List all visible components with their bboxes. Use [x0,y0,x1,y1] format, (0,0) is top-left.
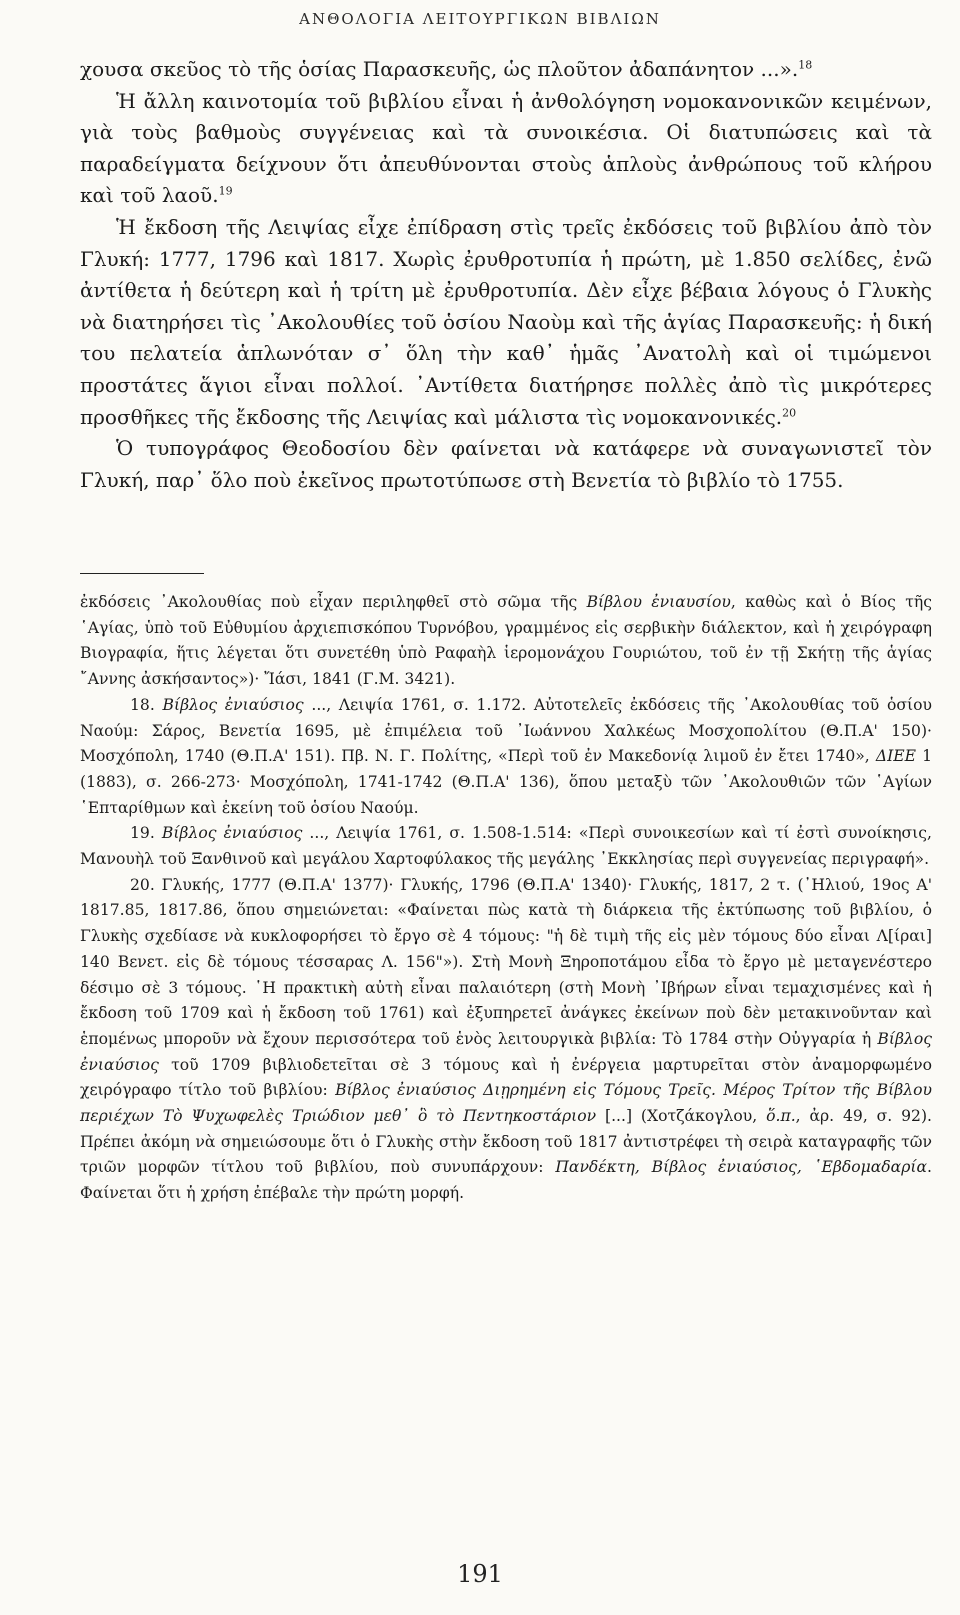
fn-cont-italic: Βίβλου ἐνιαυσίου [586,593,731,611]
footnote-18 [80,693,932,822]
fn18-text-b: 1 (1883), σ. 266-273· Μοσχόπολη, 1741-1742 (Θ.Π.Α' 136), ὅπου μεταξὺ τῶν ᾿Ακολουθιῶν τῶν ῾Αγίων ῾Επταρίθμων καὶ ἐκείνη τοῦ ὁσίου Ναούμ. [80,747,932,817]
note-ref-19: 19 [218,184,233,198]
fn18-number: 18. [130,695,155,714]
page-number: 191 [457,1560,503,1588]
fn-cont-text-b: , καθὼς καὶ ὁ Βίος τῆς ῾Αγίας, ὑπὸ τοῦ Εὐθυμίου ἀρχιεπισκόπου Τυρνόβου, γραμμένος εἰς σερβικὴν διάλεκτον, καὶ ἡ χειρόγραφη Βιογραφία, ἥτις λέγεται ὅτι συνετέθη ὑπὸ Ραφαὴλ ἱερομονάχου Γουριώτου, τοῦ ἐν τῇ Σκήτῃ τῆς ἁγίας ῎Αννης ἀσκήσαντος»)· Ἴάσι, 1841 (Γ.Μ. 3421). [80,593,932,689]
footnote-continuation [80,590,932,693]
fn20-text-c: [...] (Χοτζάκογλου, [596,1107,767,1126]
paragraph-1 [80,54,932,86]
main-text [80,54,932,496]
paragraph-3-text: Ἡ ἔκδοση τῆς Λειψίας εἶχε ἐπίδραση στὶς τρεῖς ἐκδόσεις τοῦ βιβλίου ἀπὸ τὸν Γλυκή: 1777, 1796 καὶ 1817. Χωρὶς ἐρυθροτυπία ἡ πρώτη, μὲ 1.850 σελίδες, ἐνῶ ἀντίθετα ἡ δεύτερη καὶ ἡ τρίτη μὲ ἐρυθροτυπία. Δὲν εἶχε βέβαια λόγους ὁ Γλυκὴς νὰ διατηρήσει τὶς ᾿Ακολουθίες τοῦ ὁσίου Ναοὺμ καὶ τῆς ἁγίας Παρασκευῆς: ἡ δική του πελατεία ἁπλωνόταν σ᾿ ὅλη τὴν καθ᾿ ἡμᾶς ᾿Ανατολὴ καὶ οἱ τιμώμενοι προστάτες ἅγιοι εἶναι πολλοί. ᾿Αντίθετα διατήρησε πολλὲς ἀπὸ τὶς μικρότερες προσθῆκες τῆς ἔκδοσης τῆς Λειψίας καὶ μάλιστα τὶς νομοκανονικές. [80,214,932,429]
fn20-text-b: τοῦ 1709 βιβλιοδετεῖται σὲ 3 τόμους καὶ ἡ ἐνέργεια μαρτυρεῖται στὸν ἀναμορφωμένο χειρόγραφο τίτλο τοῦ βιβλίου: [80,1055,932,1100]
fn19-italic: Βίβλος ἐνιαύσιος [161,824,303,843]
fn20-italic-3: ὅ.π. [766,1107,796,1126]
fn19-number: 19. [130,824,155,843]
paragraph-3 [80,212,932,433]
fn18-italic-1: Βίβλος ἐνιαύσιος [162,695,304,714]
paragraph-4 [80,433,932,496]
running-head: ΑΝΘΟΛΟΓΙΑ ΛΕΙΤΟΥΡΓΙΚΩΝ ΒΙΒΛΙΩΝ [299,10,661,28]
footnote-separator [80,573,204,574]
fn-cont-text-a: ἐκδόσεις ᾿Ακολουθίας ποὺ εἶχαν περιληφθεῖ στὸ σῶμα τῆς [80,593,587,611]
fn20-text-d: , ἀρ. 49, σ. 92). Πρέπει ἀκόμη νὰ σημειώσουμε ὅτι ὁ Γλυκὴς στὴν ἔκδοση τοῦ 1817 ἀντιστρέφει τὴ σειρὰ καταγραφῆς τῶν τριῶν μορφῶν τίτλου τοῦ βιβλίου, ποὺ συνυπάρχουν: [80,1107,932,1177]
fn20-italic-4: Πανδέκτη, Βίβλος ἐνιαύσιος, ῾Εβδομαδαρία [555,1158,928,1177]
fn18-text-a: ..., Λειψία 1761, σ. 1.172. Αὐτοτελεῖς ἐκδόσεις τῆς ᾿Ακολουθίας τοῦ ὁσίου Ναούμ: Σάρος, Βενετία 1695, μὲ ἐπιμέλεια τοῦ ᾿Ιωάννου Χαλκέως Μοσχοπολίτου (Θ.Π.Α' 150)· Μοσχόπολη, 1740 (Θ.Π.Α' 151). Πβ. Ν. Γ. Πολίτης, «Περὶ τοῦ ἐν Μακεδονίᾳ λιμοῦ ἐν ἔτει 1740», [80,695,932,766]
paragraph-1-text: χουσα σκεῦος τὸ τῆς ὁσίας Παρασκευῆς, ὡς πλοῦτον ἀδαπάνητον ...». [80,57,799,81]
footnote-19 [80,821,932,872]
fn20-number: 20. [130,875,155,894]
note-ref-20: 20 [782,405,797,419]
footnotes [80,590,932,1207]
fn20-italic-2: Βίβλος ἐνιαύσιος Διῃρημένη εἰς Τόμους Τρεῖς. Μέρος Τρίτον τῆς Βίβλου περιέχων Τὸ Ψυχωφελὲς Τριώδιον μεθ᾿ ὃ τὸ Πεντηκοστάριον [80,1081,932,1126]
fn20-text-e: . Φαίνεται ὅτι ἡ χρήση ἐπέβαλε τὴν πρώτη μορφή. [80,1158,932,1203]
paragraph-4-text: Ὁ τυπογράφος Θεοδοσίου δὲν φαίνεται νὰ κατάφερε νὰ συναγωνιστεῖ τὸν Γλυκή, παρ᾿ ὅλο ποὺ ἐκεῖνος πρωτοτύπωσε στὴ Βενετία τὸ βιβλίο τὸ 1755. [80,436,932,492]
footnote-20 [80,873,932,1207]
paragraph-2-text: Ἡ ἄλλη καινοτομία τοῦ βιβλίου εἶναι ἡ ἀνθολόγηση νομοκανονικῶν κειμένων, γιὰ τοὺς βαθμοὺς συγγένειας καὶ τὰ συνοικέσια. Οἱ διατυπώσεις καὶ τὰ παραδείγματα δείχνουν ὅτι ἀπευθύνονται στοὺς ἁπλοὺς ἀνθρώπους τοῦ κλήρου καὶ τοῦ λαοῦ. [80,88,932,208]
fn18-italic-2: ΔΙΕΕ [875,747,917,766]
note-ref-18: 18 [798,58,813,72]
paragraph-2 [80,86,932,212]
fn20-italic-1: Βίβλος ἐνιαύσιος [80,1029,932,1074]
fn20-text-a: Γλυκής, 1777 (Θ.Π.Α' 1377)· Γλυκής, 1796 (Θ.Π.Α' 1340)· Γλυκής, 1817, 2 τ. (᾿Ηλιού, 19ος Α' 1817.85, 1817.86, ὅπου σημειώνεται: «Φαίνεται πὼς κατὰ τὴ διάρκεια τῆς ἐκτύπωσης τοῦ βιβλίου, ὁ Γλυκὴς σχεδίασε νὰ κυκλοφορήσει τὸ ἔργο σὲ 4 τόμους: "ἡ δὲ τιμὴ τῆς εἰς μὲν τόμους δύο εἶναι Λ[ίραι] 140 Βενετ. εἰς δὲ τόμους τέσσαρας Λ. 156"»). Στὴ Μονὴ Ξηροποτάμου εἶδα τὸ ἔργο μὲ μεταγενέστερο δέσιμο σὲ 3 τόμους. ῾Η πρακτικὴ αὐτὴ εἶναι παλαιότερη (στὴ Μονὴ ᾿Ιβήρων εἶναι τεμαχισμένες καὶ ἡ ἔκδοση τοῦ 1709 καὶ ἡ ἔκδοση τοῦ 1761) καὶ ἐξυπηρετεῖ ἀνάγκες ἐκείνων ποὺ δὲν μετακινοῦνταν καὶ ἑπομένως μποροῦν νὰ ἔχουν περισσότερα τοῦ ἑνὸς λειτουργικὰ βιβλία: Τὸ 1784 στὴν Οὐγγαρία ἡ [80,875,932,1048]
fn19-text: ..., Λειψία 1761, σ. 1.508-1.514: «Περὶ συνοικεσίων καὶ τί ἐστὶ συνοίκησις, Μανουὴλ τοῦ Ξανθινοῦ καὶ μεγάλου Χαρτοφύλακος τῆς μεγάλης ᾿Εκκλησίας περὶ συγγενείας περιγραφή». [80,824,932,869]
